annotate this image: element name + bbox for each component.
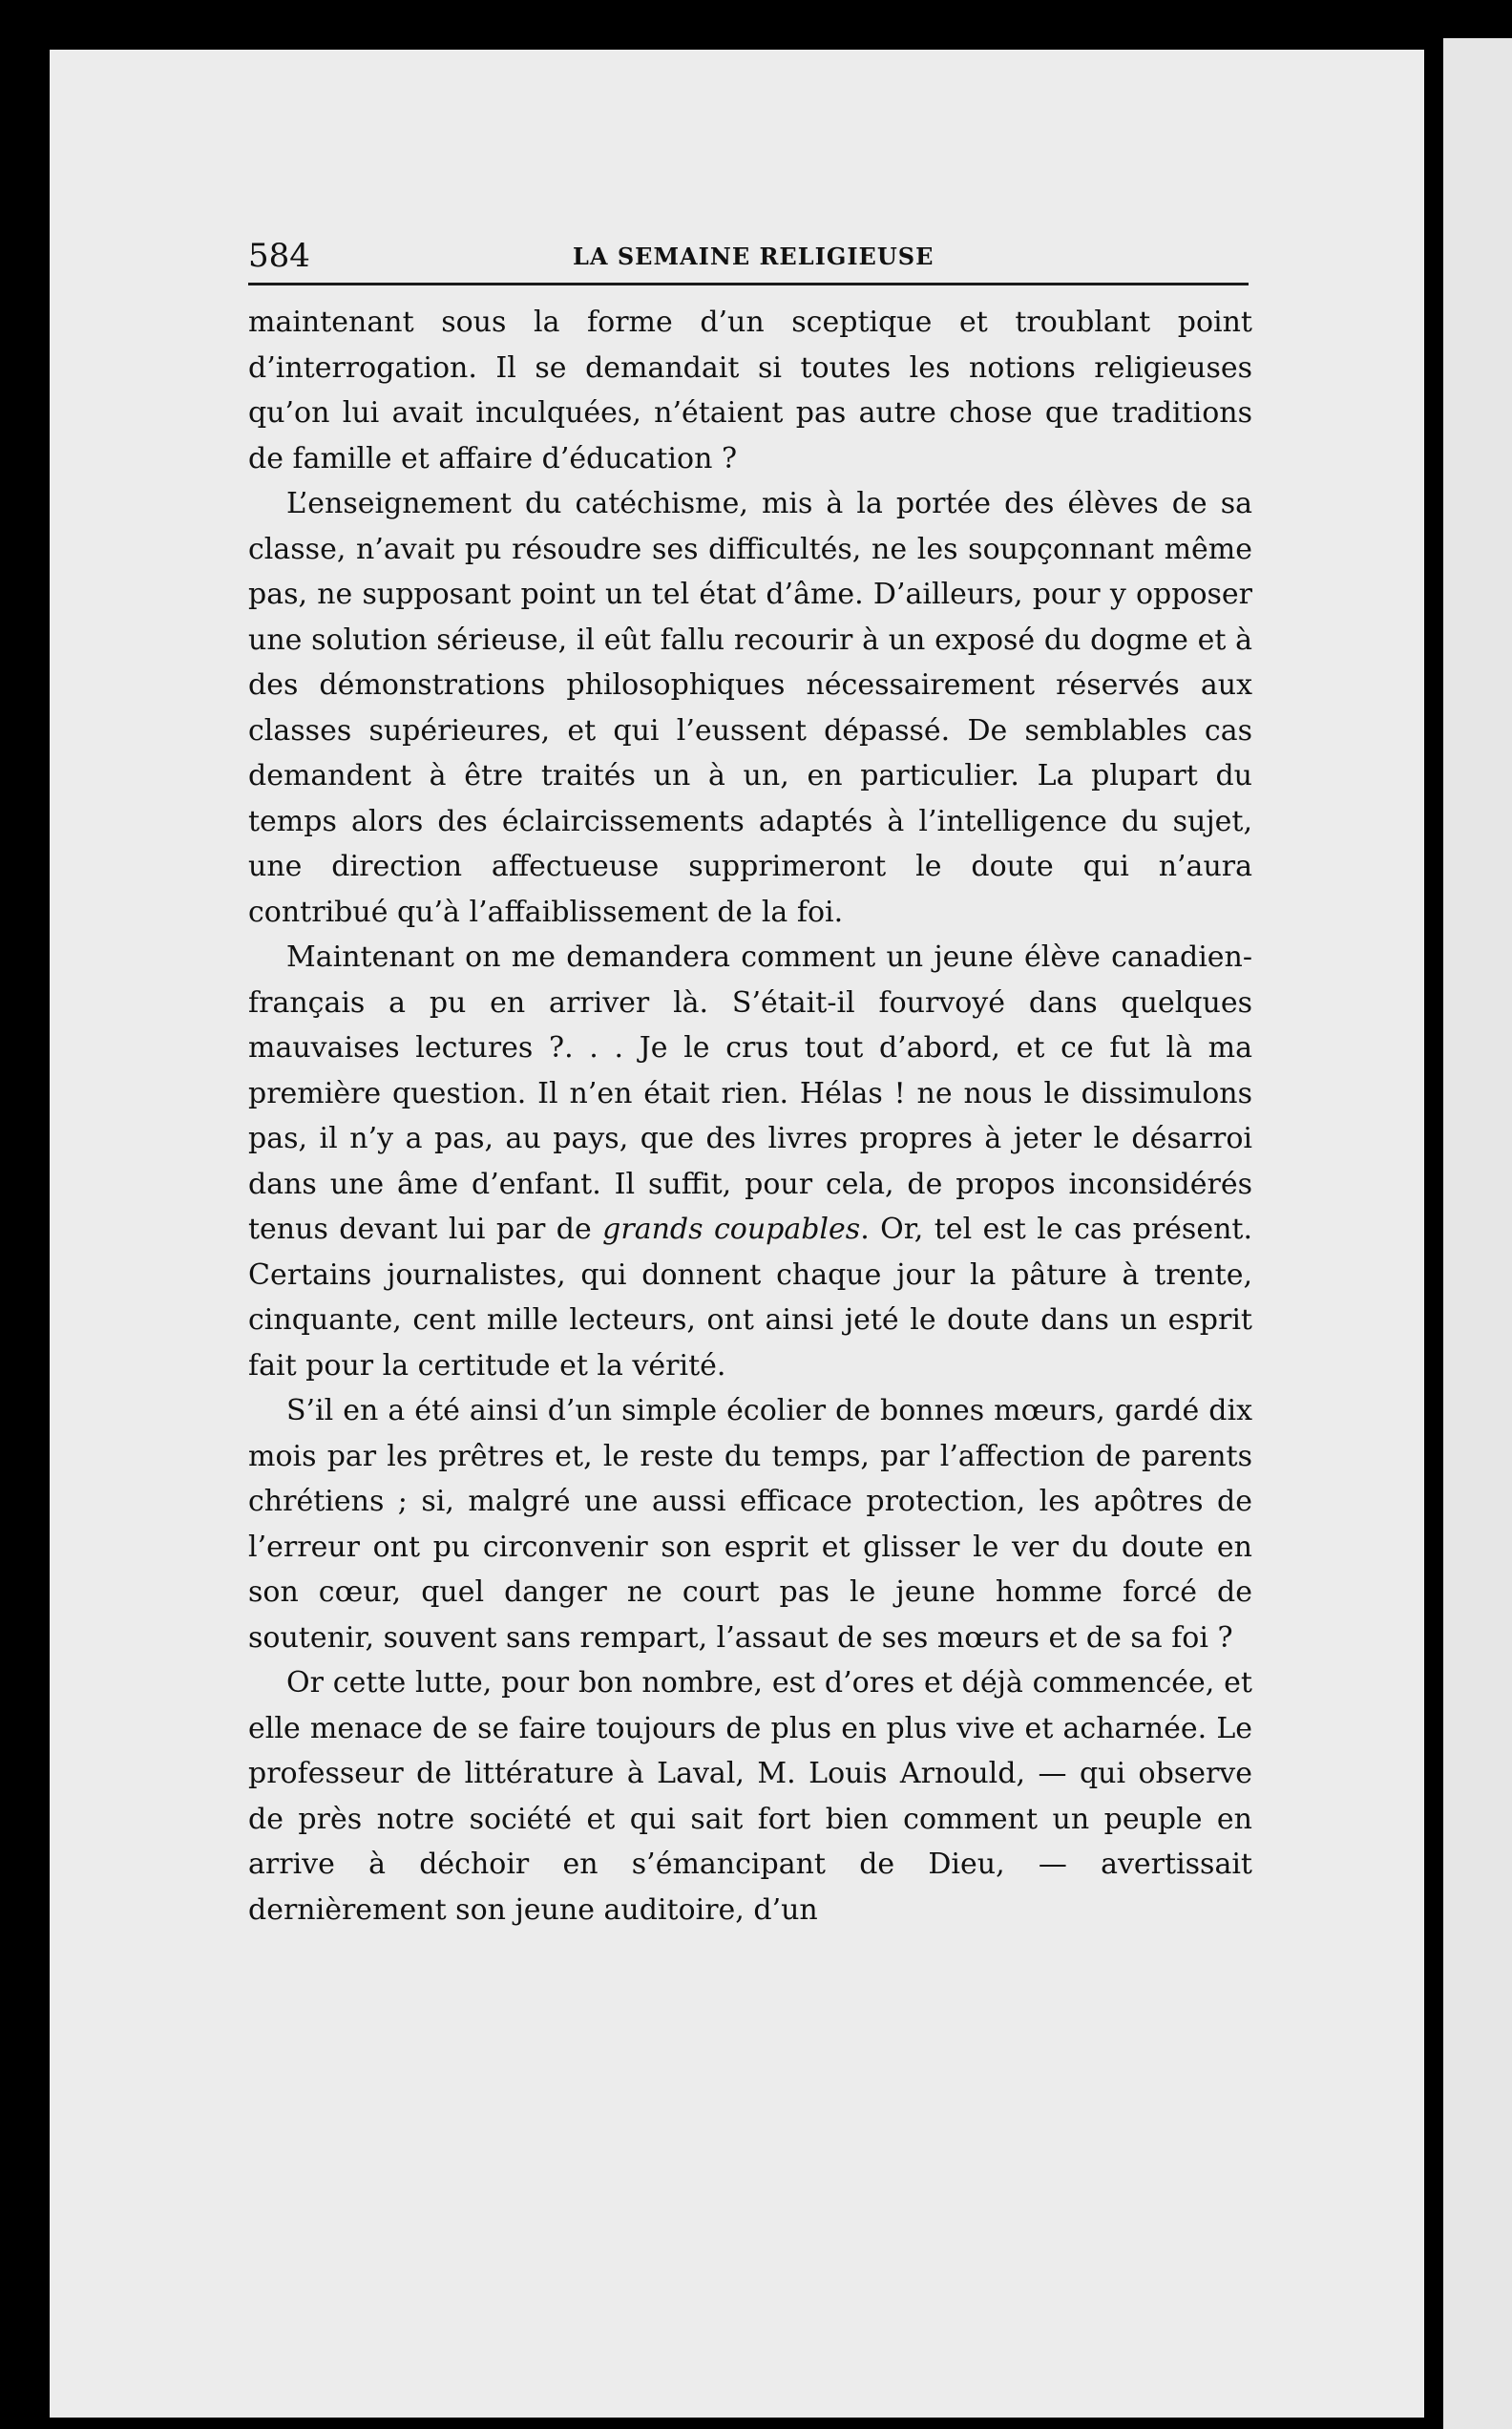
page-header [248,237,1249,281]
paragraph-5: Or cette lutte, pour bon nombre, est d’ores et déjà commencée, et elle menace de se faire toujours de plus en plus vive et acharnée. Le professeur de littérature à Laval, M. Louis Arnould, — qui observe de près notre société et qui sait fort bien comment un peuple en arrive à déchoir en s’émancipant de Dieu, — avertissait dernièrement son jeune auditoire, d’un [248,1666,1252,1927]
page-number: 584 [248,237,310,275]
paragraph-3-part-2: . Or, tel est le cas présent. Certains journalistes, qui donnent chaque jour la pâture à trente, cinquante, cent mille lecteurs, ont ainsi jeté le doute dans un esprit fait pour la certitude et la vérité. [248,1213,1252,1383]
adjacent-page-edge [1443,38,1512,2429]
paragraph-4: S’il en a été ainsi d’un simple écolier de bonnes mœurs, gardé dix mois par les prêtres et, le reste du temps, par l’affection de parents chrétiens ; si, malgré une aussi efficace protection, les apôtres de l’erreur ont pu circonvenir son esprit et glisser le ver du doute en son cœur, quel danger ne court pas le jeune homme forcé de soutenir, souvent sans rempart, l’assaut de ses mœurs et de sa foi ? [248,1394,1252,1655]
paragraph-3-part-1: Maintenant on me demandera comment un jeune élève canadien-français a pu en arriver là. S’était-il fourvoyé dans quelques mauvaises lectures ?. . . Je le crus tout d’abord, et ce fut là ma première question. Il n’en était rien. Hélas ! ne nous le dissimulons pas, il n’y a pas, au pays, que des livres propres à jeter le désarroi dans une âme d’enfant. Il suffit, pour cela, de propos inconsidérés tenus devant lui par de [248,940,1252,1246]
paragraph-3 [248,935,1252,1388]
header-rule [248,283,1249,285]
paragraph-2: L’enseignement du catéchisme, mis à la portée des élèves de sa classe, n’avait pu résoudre ses difficultés, ne les soupçonnant même pas, ne supposant point un tel état d’âme. D’ailleurs, pour y opposer une solution sérieuse, il eût fallu recourir à un exposé du dogme et à des démonstrations philosophiques nécessairement réservés aux classes supérieures, et qui l’eussent dépassé. De semblables cas demandent à être traités un à un, en particulier. La plupart du temps alors des éclaircissements adaptés à l’intelligence du sujet, une direction affectueuse supprimeront le doute qui n’aura contribué qu’à l’affaiblissement de la foi. [248,487,1252,929]
paragraph-1: maintenant sous la forme d’un sceptique et troublant point d’interrogation. Il se demandait si toutes les notions religieuses qu’on lui avait inculquées, n’étaient pas autre chose que traditions de famille et affaire d’éducation ? [248,306,1252,475]
body-text [248,300,1252,1933]
italic-phrase: grands coupables [602,1213,861,1246]
running-title: LA SEMAINE RELIGIEUSE [573,243,934,270]
